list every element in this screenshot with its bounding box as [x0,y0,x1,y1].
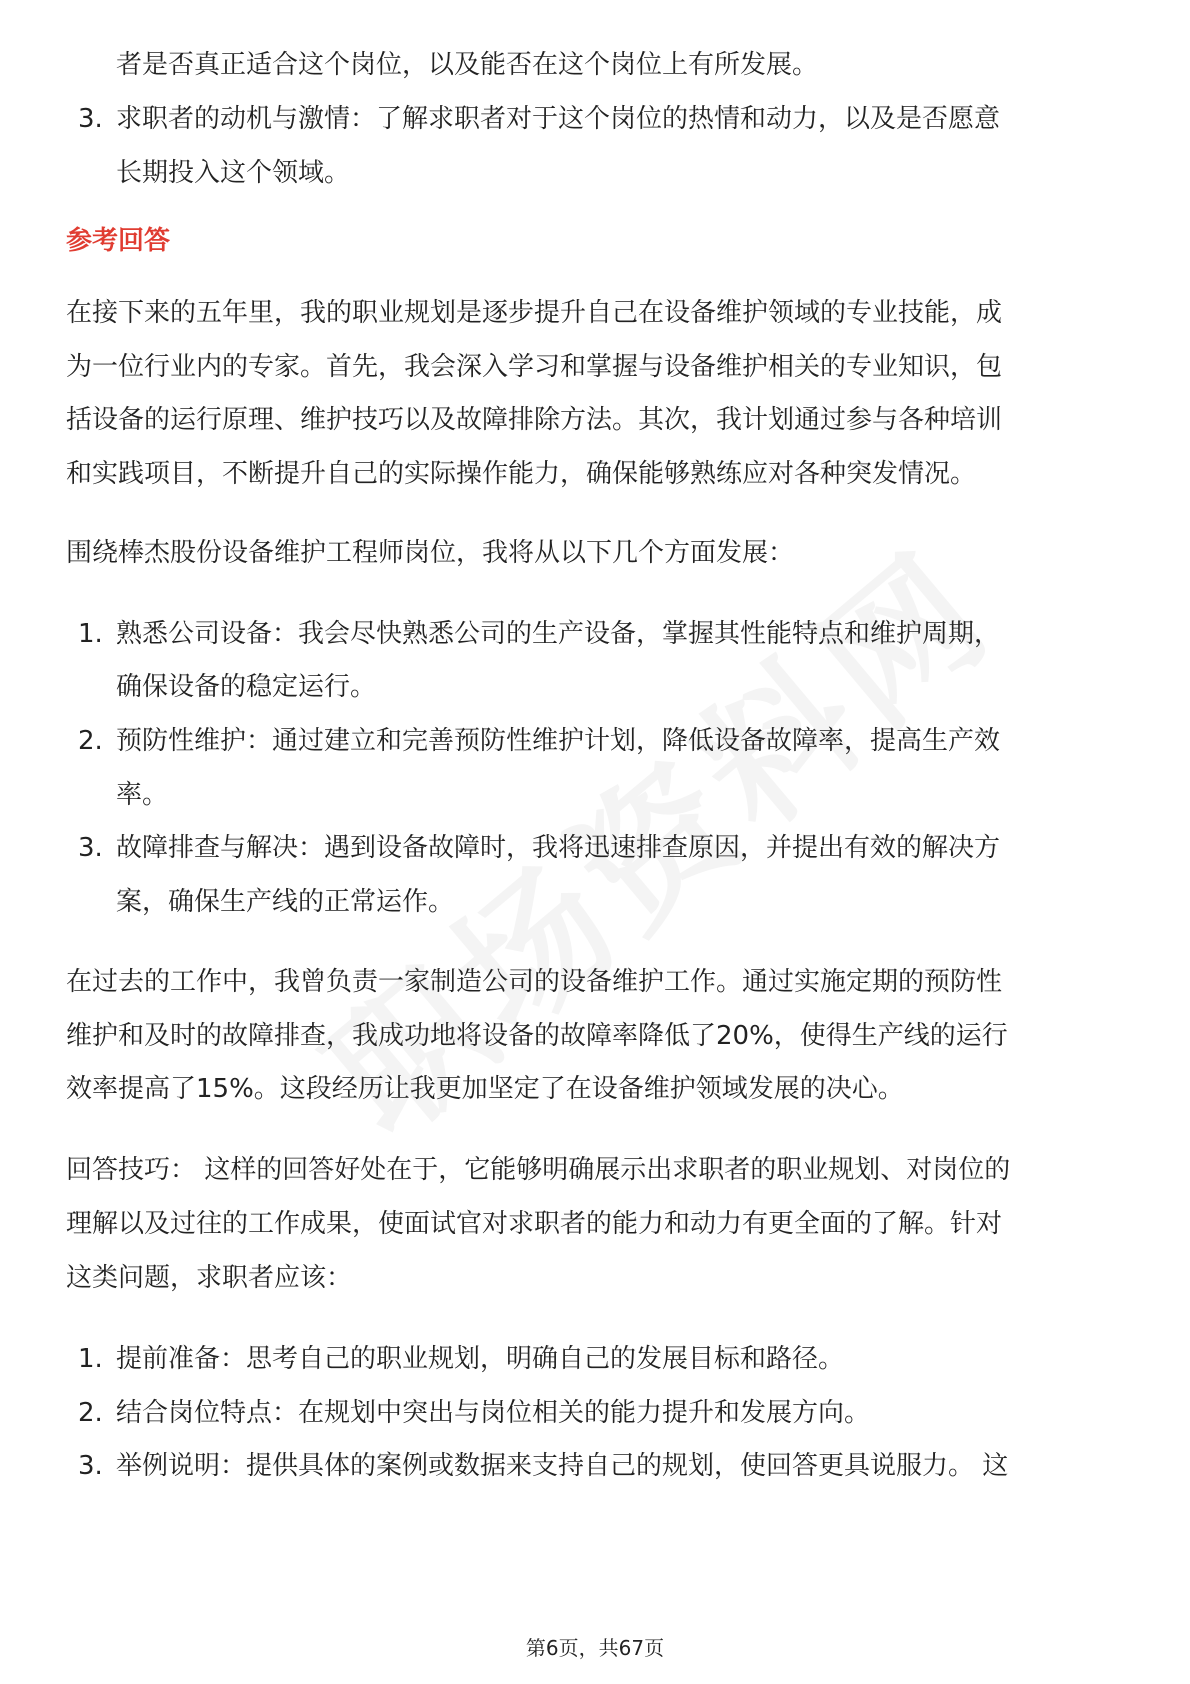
list-item-number: 2. [78,726,103,756]
page-number-footer: 第6页，共67页 [525,1636,665,1660]
list-item-number: 3. [78,1451,103,1481]
list-item-number: 3. [78,833,103,863]
list-item-line: 预防性维护：通过建立和完善预防性维护计划，降低设备故障率，提高生产效 [116,726,1001,756]
paragraph-line: 维护和及时的故障排查，我成功地将设备的故障率降低了20%，使得生产线的运行 [66,1021,1008,1051]
paragraph-line: 回答技巧： 这样的回答好处在于，它能够明确展示出求职者的职业规划、对岗位的 [66,1155,1011,1185]
list-item-line: 率。 [116,780,169,810]
list-item-line: 确保设备的稳定运行。 [116,672,377,702]
paragraph-line: 效率提高了15%。这段经历让我更加坚定了在设备维护领域发展的决心。 [66,1074,904,1104]
list-item-number: 1. [78,619,103,649]
list-item-number: 1. [78,1344,103,1374]
paragraph-line: 在过去的工作中，我曾负责一家制造公司的设备维护工作。通过实施定期的预防性 [66,967,1003,997]
paragraph-line: 这类问题，求职者应该： [66,1263,353,1293]
list-item-line: 长期投入这个领域。 [116,158,351,188]
list-item-number: 2. [78,1398,103,1428]
paragraph-line: 为一位行业内的专家。首先，我会深入学习和掌握与设备维护相关的专业知识，包 [66,352,1003,382]
list-item-line: 提前准备：思考自己的职业规划，明确自己的发展目标和路径。 [116,1344,845,1374]
list-item-line: 求职者的动机与激情：了解求职者对于这个岗位的热情和动力，以及是否愿意 [116,104,1001,134]
paragraph-line: 理解以及过往的工作成果，使面试官对求职者的能力和动力有更全面的了解。针对 [66,1209,1003,1239]
list-item-line: 故障排查与解决：遇到设备故障时，我将迅速排查原因，并提出有效的解决方 [116,833,1001,863]
paragraph-line: 在接下来的五年里，我的职业规划是逐步提升自己在设备维护领域的专业技能，成 [66,298,1003,328]
list-item-number: 3. [78,104,103,134]
list-item-continued-line: 者是否真正适合这个岗位，以及能否在这个岗位上有所发展。 [116,50,819,80]
paragraph-line: 围绕棒杰股份设备维护工程师岗位，我将从以下几个方面发展： [66,538,795,568]
list-item-line: 案，确保生产线的正常运作。 [116,887,455,917]
list-item-line: 结合岗位特点：在规划中突出与岗位相关的能力提升和发展方向。 [116,1398,871,1428]
list-item-line: 熟悉公司设备：我会尽快熟悉公司的生产设备，掌握其性能特点和维护周期， [116,619,1001,649]
paragraph-line: 和实践项目，不断提升自己的实际操作能力，确保能够熟练应对各种突发情况。 [66,459,977,489]
paragraph-line: 括设备的运行原理、维护技巧以及故障排除方法。其次，我计划通过参与各种培训 [66,405,1003,435]
list-item-line: 举例说明：提供具体的案例或数据来支持自己的规划，使回答更具说服力。 这 [116,1451,1009,1481]
reference-answer-heading: 参考回答 [66,226,171,256]
